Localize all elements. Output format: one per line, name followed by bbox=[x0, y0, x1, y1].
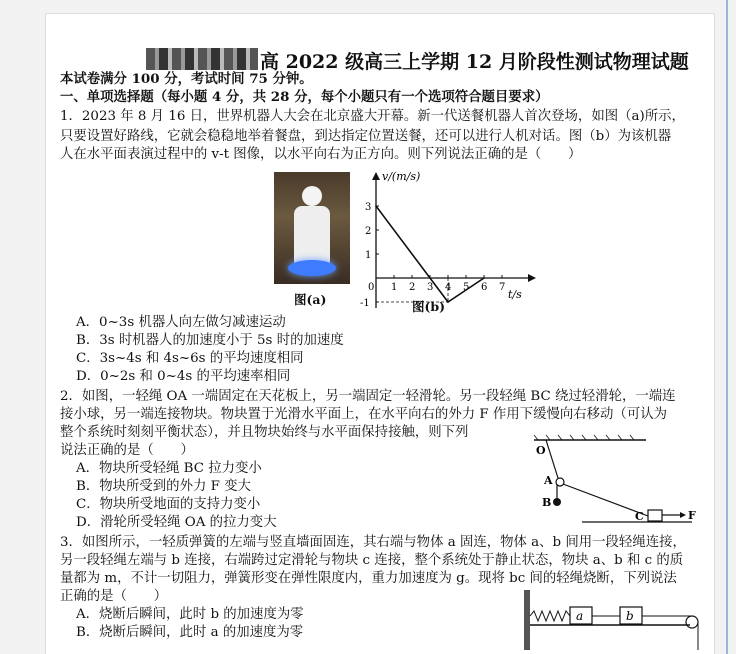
q1-option-d: D．0~2s 和 0~4s 的平均速率相同 bbox=[76, 369, 291, 384]
exam-title: 高 2022 级高三上学期 12 月阶段性测试物理试题 bbox=[260, 51, 689, 73]
label-C: C bbox=[635, 510, 644, 523]
q2-line-1: 2．如图，一轻绳 OA 一端固定在天花板上，另一端固定一轻滑轮。另一段轻绳 BC 绕过轻滑轮，一端连 bbox=[60, 389, 676, 404]
y-tick-label: 1 bbox=[365, 250, 372, 261]
fig-b-caption: 图(b) bbox=[412, 299, 446, 314]
y-axis-arrow bbox=[372, 172, 380, 180]
exam-info: 本试卷满分 100 分，考试时间 75 分钟。 bbox=[60, 71, 313, 87]
redacted-school-name bbox=[146, 48, 258, 70]
page-edge-line bbox=[726, 0, 728, 654]
x-axis-label: t/s bbox=[508, 288, 522, 301]
y-tick-label: 2 bbox=[365, 226, 372, 237]
x-tick-label: 6 bbox=[481, 282, 488, 293]
velocity-data-point bbox=[447, 301, 449, 303]
label-F: F bbox=[688, 509, 696, 522]
x-tick-label: 3 bbox=[427, 282, 434, 293]
robot-head bbox=[302, 186, 322, 206]
vt-ticks bbox=[360, 202, 505, 309]
q1-line-3: 人在水平面表演过程中的 v-t 图像，以水平向右为正方向。则下列说法正确的是（ ） bbox=[60, 147, 582, 162]
origin-label: 0 bbox=[368, 282, 375, 293]
robot-body bbox=[294, 206, 330, 266]
vt-graph bbox=[358, 166, 538, 316]
wall bbox=[524, 590, 530, 650]
label-B: B bbox=[542, 496, 552, 509]
label-O: O bbox=[536, 444, 546, 457]
fig-a-caption: 图(a) bbox=[294, 292, 327, 307]
fixed-pulley bbox=[686, 616, 698, 628]
q3-line-4: 正确的是（ ） bbox=[60, 589, 168, 604]
y-axis-label: v/(m/s) bbox=[382, 170, 421, 183]
q1-line-2: 只要设置好路线，它就会稳稳地举着餐盘，到达指定位置送餐，还可以进行人机对话。图（b）为该机器 bbox=[60, 129, 672, 144]
q2-line-4: 说法正确的是（ ） bbox=[60, 443, 194, 458]
label-A: A bbox=[544, 474, 553, 487]
x-tick-label: 2 bbox=[409, 282, 416, 293]
q3-option-b: B．烧断后瞬间，此时 a 的加速度为零 bbox=[76, 625, 304, 640]
q3-line-3: 量都为 m，不计一切阻力，弹簧形变在弹性限度内，重力加速度为 g。现将 bc 间的轻绳烧断，下列说法 bbox=[60, 571, 677, 586]
velocity-data-point bbox=[375, 205, 377, 207]
q1-option-c: C．3s~4s 和 4s~6s 的平均速度相同 bbox=[76, 351, 304, 366]
spring bbox=[530, 611, 570, 621]
robot-photo bbox=[274, 172, 350, 284]
block-C bbox=[648, 510, 662, 521]
q1-option-a: A．0~3s 机器人向左做匀减速运动 bbox=[76, 315, 286, 330]
label-b: b bbox=[626, 609, 634, 623]
velocity-data-point bbox=[483, 277, 485, 279]
q1-option-b: B．3s 时机器人的加速度小于 5s 时的加速度 bbox=[76, 333, 344, 348]
q2-option-a: A．物块所受轻绳 BC 拉力变小 bbox=[76, 461, 262, 476]
x-tick-label: 4 bbox=[445, 282, 452, 293]
ball-B bbox=[553, 498, 561, 506]
q1-line-1: 1．2023 年 8 月 16 日，世界机器人大会在北京盛大开幕。新一代送餐机器人首次登场，如图（a)所示， bbox=[60, 109, 685, 124]
y-tick-label: 3 bbox=[365, 202, 372, 213]
q3-line-2: 另一段轻绳左端与 b 连接，右端跨过定滑轮与物块 c 连接，整个系统处于静止状态，物块 a、b 和 c 的质 bbox=[60, 553, 684, 568]
q3-line-1: 3．如图所示，一轻质弹簧的左端与竖直墙面固连，其右端与物体 a 固连，物体 a、b 间用一段轻绳连接， bbox=[60, 535, 686, 550]
force-arrowhead bbox=[680, 512, 686, 518]
robot-base-light bbox=[288, 260, 336, 276]
label-a: a bbox=[576, 609, 584, 623]
q2-option-b: B．物块所受到的外力 F 变大 bbox=[76, 479, 251, 494]
x-tick-label: 1 bbox=[391, 282, 398, 293]
q2-line-3: 整个系统时刻刻平衡状态），并且物块始终与水平面保持接触，则下列 bbox=[60, 425, 469, 440]
pulley-diagram bbox=[522, 432, 702, 528]
document-page bbox=[46, 14, 714, 654]
y-tick-label: -1 bbox=[360, 298, 370, 309]
q2-line-2: 接小球，另一端连接物块。物块置于光滑水平面上，在水平向右的外力 F 作用下缓慢向右移动（可认为 bbox=[60, 407, 667, 422]
x-axis-arrow bbox=[528, 274, 536, 282]
velocity-data-point bbox=[429, 277, 431, 279]
section-heading: 一、单项选择题（每小题 4 分，共 28 分，每个小题只有一个选项符合题目要求） bbox=[60, 89, 549, 105]
q3-option-a: A．烧断后瞬间，此时 b 的加速度为零 bbox=[76, 607, 304, 622]
q2-option-c: C．物块所受地面的支持力变小 bbox=[76, 497, 261, 512]
x-tick-label: 7 bbox=[499, 282, 506, 293]
spring-diagram bbox=[522, 590, 708, 654]
q2-option-d: D．滑轮所受轻绳 OA 的拉力变大 bbox=[76, 515, 277, 530]
rope-OA bbox=[546, 440, 558, 478]
x-tick-label: 5 bbox=[463, 282, 470, 293]
